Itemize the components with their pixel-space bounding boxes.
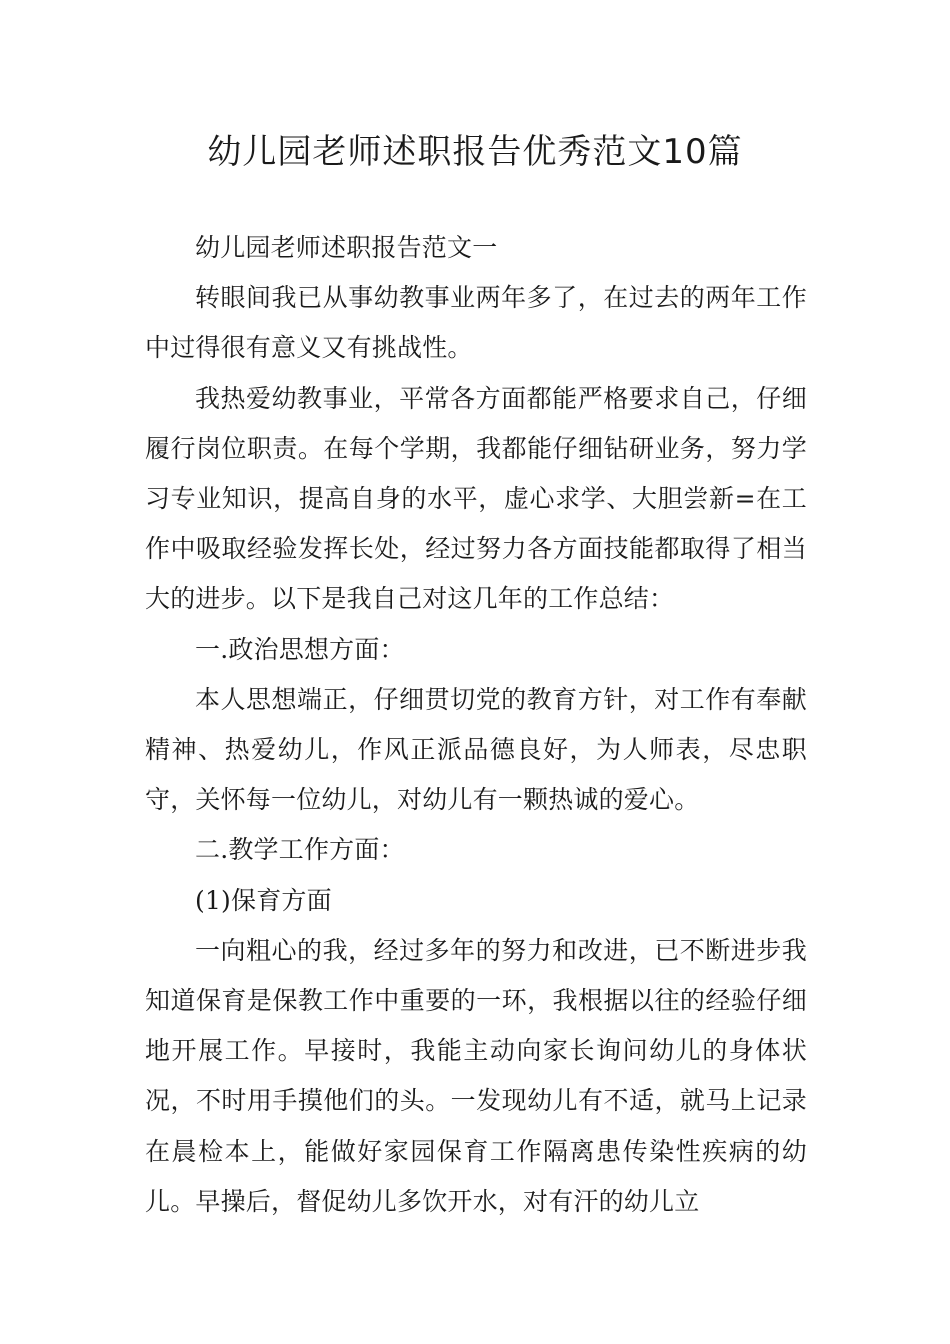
paragraph-political: 本人思想端正，仔细贯切党的教育方针，对工作有奉献精神、热爱幼儿，作风正派品德良好，为人师表，尽忠职守，关怀每一位幼儿，对幼儿有一颗热诚的爱心。 [145, 684, 807, 815]
paragraph-care: 一向粗心的我，经过多年的努力和改进，已不断进步我知道保育是保教工作中重要的一环，我根据以往的经验仔细地开展工作。早接时，我能主动向家长询问幼儿的身体状况，不时用手摸他们的头。一发现幼儿有不适，就马上记录在晨检本上，能做好家园保育工作隔离患传染性疾病的幼儿。早操后，督促幼儿多饮开水，对有汗的幼儿立 [145, 935, 807, 1216]
subheading-care: (1)保育方面 [195, 885, 332, 915]
subheading-teaching: 二.教学工作方面： [195, 835, 405, 865]
paragraph-intro: 转眼间我已从事幼教事业两年多了，在过去的两年工作中过得很有意义又有挑战性。 [145, 283, 807, 363]
paragraph-attitude: 我热爱幼教事业，平常各方面都能严格要求自己，仔细履行岗位职责。在每个学期，我都能仔细钻研业务，努力学习专业知识，提高自身的水平，虚心求学、大胆尝新=在工作中吸取经验发挥长处，经过努力各方面技能都取得了相当大的进步。以下是我自己对这几年的工作总结： [145, 383, 807, 614]
document-title: 幼儿园老师述职报告优秀范文10篇 [207, 132, 743, 172]
document-body [145, 223, 807, 1227]
section-heading-1: 幼儿园老师述职报告范文一 [195, 233, 498, 262]
subheading-political: 一.政治思想方面： [195, 634, 405, 664]
